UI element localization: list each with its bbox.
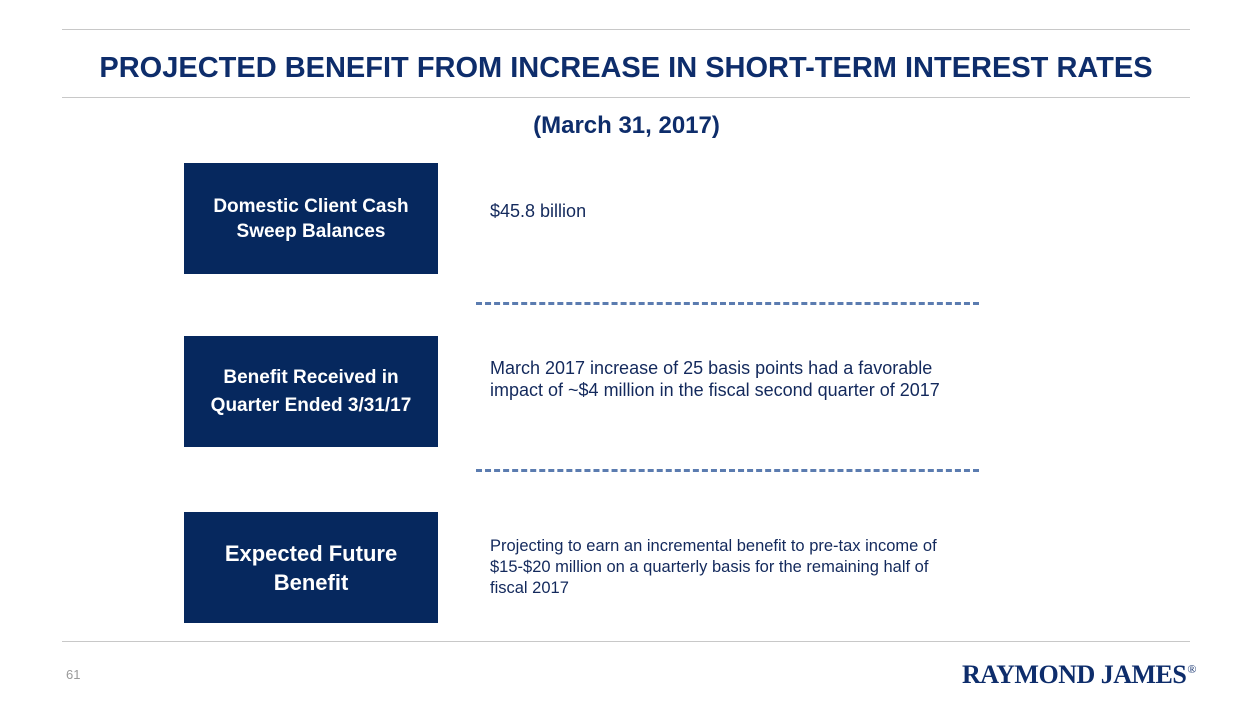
- description-cash-sweep: [490, 200, 1010, 222]
- label-line: Domestic Client Cash: [213, 195, 409, 217]
- description-line: March 2017 increase of 25 basis points had a favorable: [490, 358, 933, 378]
- title-underline-rule: [62, 97, 1190, 98]
- description-line: fiscal 2017: [490, 579, 569, 597]
- label-line: Benefit: [273, 569, 349, 595]
- label-line: Sweep Balances: [236, 220, 386, 242]
- raymond-james-logo: [962, 660, 1196, 690]
- description-expected-future-benefit: [490, 536, 1010, 599]
- registered-mark-icon: ®: [1187, 662, 1196, 676]
- top-rule: [62, 29, 1190, 30]
- label-line: Expected Future: [224, 540, 398, 566]
- label-line: Quarter Ended 3/31/17: [210, 394, 412, 416]
- description-line: $45.8 billion: [490, 201, 587, 221]
- slide-subtitle: (March 31, 2017): [533, 112, 720, 139]
- label-box-cash-sweep: [184, 163, 438, 274]
- dashed-separator: [476, 302, 979, 305]
- footer-rule: [62, 641, 1190, 642]
- description-benefit-received: [490, 357, 1010, 401]
- description-line: impact of ~$4 million in the fiscal second quarter of 2017: [490, 380, 940, 400]
- page-number: 61: [66, 667, 81, 682]
- dashed-separator: [476, 469, 979, 472]
- label-line: Benefit Received in: [223, 366, 399, 388]
- description-line: Projecting to earn an incremental benefit to pre-tax income of: [490, 537, 937, 555]
- label-box-benefit-received: [184, 336, 438, 447]
- logo-text: RAYMOND JAMES: [961, 660, 1187, 689]
- label-box-expected-future-benefit: [184, 512, 438, 623]
- description-line: $15-$20 million on a quarterly basis for the remaining half of: [490, 558, 929, 576]
- slide-title: PROJECTED BENEFIT FROM INCREASE IN SHORT-TERM INTEREST RATES: [99, 52, 1153, 84]
